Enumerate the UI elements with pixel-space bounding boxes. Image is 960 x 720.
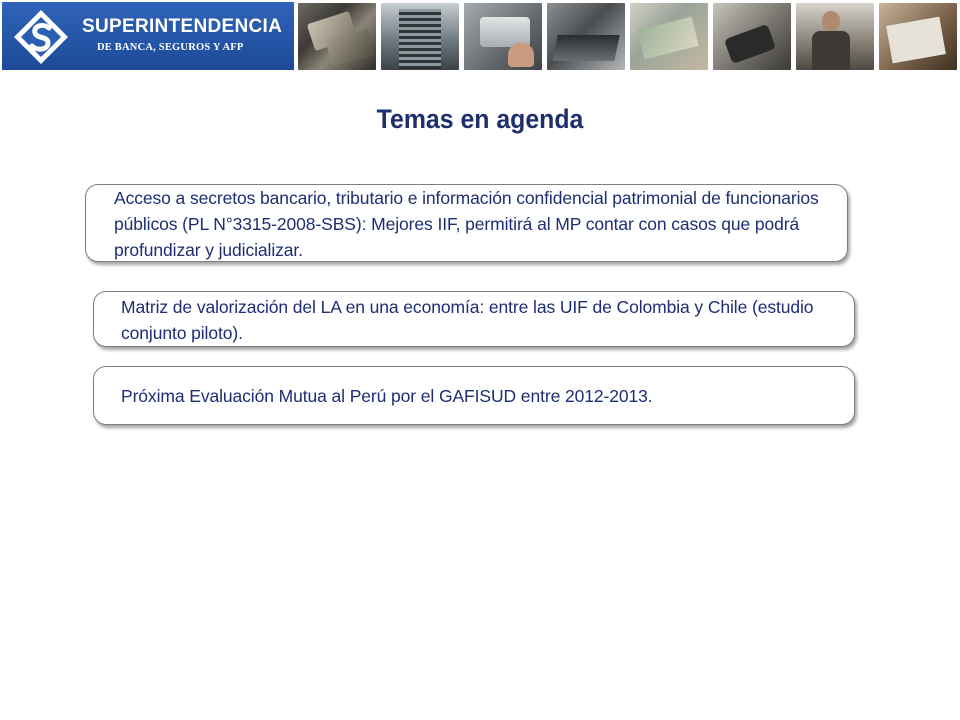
signing-photo [879, 3, 957, 70]
agenda-item-text: Acceso a secretos bancario, tributario e información confidencial patrimonial de funcionarios públicos (PL N°3315-2008-SBS): Mejores IIF, permitirá al MP contar con casos que podrá profundizar y judicializar. [114, 188, 819, 260]
agenda-item-text: Matriz de valorización del LA en una economía: entre las UIF de Colombia y Chile (estudio conjunto piloto). [121, 297, 814, 343]
logo-title: SUPERINTENDENCIA [82, 16, 283, 37]
office-building-photo [381, 3, 459, 70]
sbs-logo [2, 2, 294, 70]
sbs-logo-mark-icon [12, 8, 70, 66]
header-banner [0, 0, 960, 72]
credit-cards-photo [298, 3, 376, 70]
slide-title: Temas en agenda [376, 104, 584, 134]
agenda-item-text: Próxima Evaluación Mutua al Perú por el GAFISUD entre 2012-2013. [121, 386, 653, 406]
agenda-item-box [93, 366, 855, 425]
card-terminal-photo [713, 3, 791, 70]
agenda-item-box [85, 184, 848, 262]
money-count-photo [630, 3, 708, 70]
enter-key-photo [464, 3, 542, 70]
businessman-photo [796, 3, 874, 70]
logo-subtitle: DE BANCA, SEGUROS Y AFP [97, 42, 244, 53]
agenda-item-box [93, 291, 855, 347]
laptop-user-photo [547, 3, 625, 70]
